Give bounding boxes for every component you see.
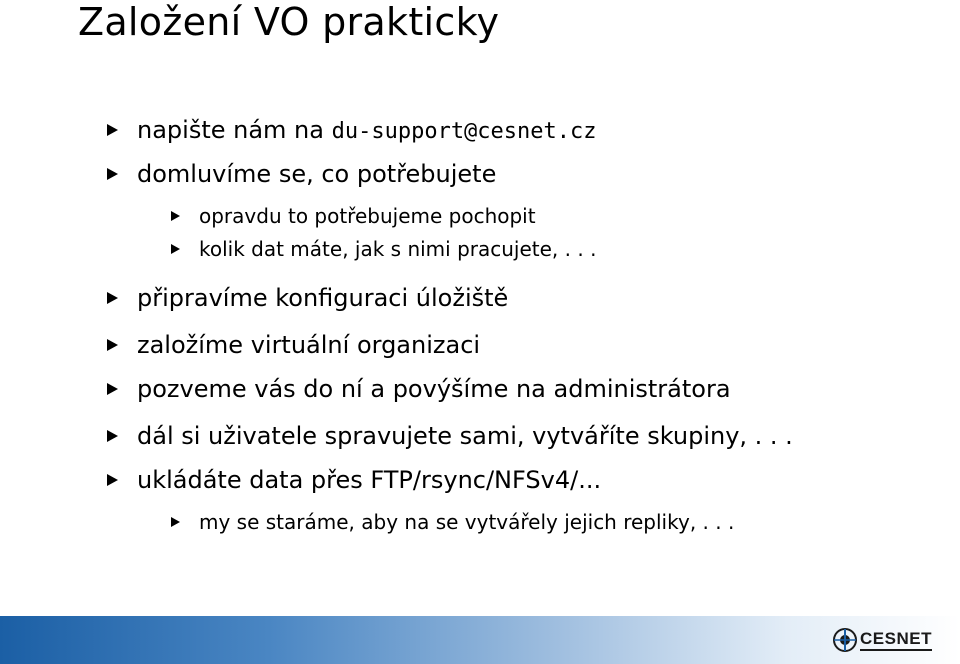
list-item-text: ukládáte data přes FTP/rsync/NFSv4/... [137,466,602,494]
cesnet-logo-text: CESNET [860,630,932,651]
list-item-text: připravíme konfiguraci úložiště [137,284,509,312]
triangle-bullet-icon [107,339,118,351]
cesnet-logo [832,622,932,658]
list-item-text: založíme virtuální organizaci [137,331,481,359]
triangle-bullet-icon [171,211,180,221]
list-item [107,113,597,147]
list-item-text: pozveme vás do ní a povýšíme na administrátora [137,375,731,403]
email-address: du-support@cesnet.cz [331,119,597,144]
triangle-bullet-icon [107,474,118,486]
slide-title: Založení VO prakticky [78,0,500,44]
list-item-text: napište nám na [137,116,332,144]
list-item-text: my se staráme, aby na se vytvářely jejich repliky, . . . [199,510,735,534]
list-item [107,372,731,406]
list-item [107,157,496,191]
triangle-bullet-icon [107,124,118,136]
list-item-text: opravdu to potřebujeme pochopit [199,204,536,228]
triangle-bullet-icon [171,517,180,527]
list-item [107,328,480,362]
footer-gradient-bar [0,616,960,664]
triangle-bullet-icon [107,168,118,180]
sub-list-item [171,234,596,264]
list-item-text: dál si uživatele spravujete sami, vytváříte skupiny, . . . [137,422,793,450]
list-item [107,419,793,453]
triangle-bullet-icon [107,430,118,442]
sub-list-item [171,507,734,537]
list-item-text: kolik dat máte, jak s nimi pracujete, . . . [199,237,597,261]
sub-list-item [171,201,536,231]
triangle-bullet-icon [107,383,118,395]
cesnet-logo-mark-icon [832,627,858,653]
triangle-bullet-icon [171,244,180,254]
list-item [107,463,601,497]
triangle-bullet-icon [107,292,118,304]
list-item-text: domluvíme se, co potřebujete [137,160,497,188]
list-item [107,281,508,315]
